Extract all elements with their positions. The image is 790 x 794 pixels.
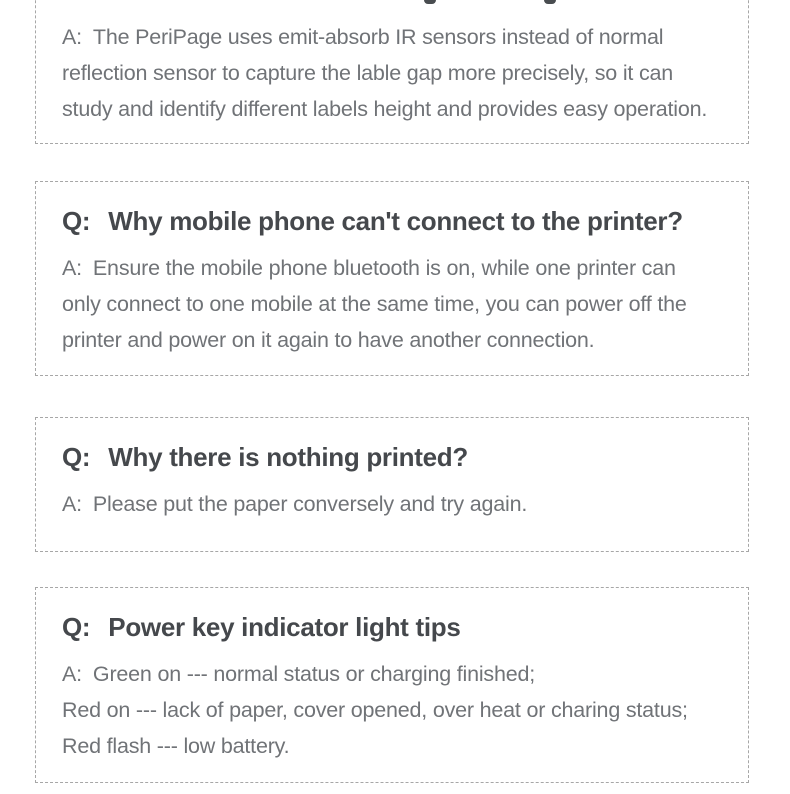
question-row (62, 440, 722, 474)
answer-prefix: A: (62, 25, 82, 49)
answer-text: Ensure the mobile phone bluetooth is on, while one printer can (92, 256, 676, 280)
question-row (62, 610, 722, 644)
answer-prefix: A: (62, 492, 82, 516)
answer-line: Red on --- lack of paper, cover opened, over heat or charing status; (62, 698, 688, 722)
clipped-question-line (62, 0, 722, 7)
answer-line: reflection sensor to capture the lable gap more precisely, so it can (62, 61, 674, 85)
answer-text: The PeriPage uses emit-absorb IR sensors instead of normal (92, 25, 664, 49)
question-prefix: Q: (62, 442, 91, 472)
answer-line (62, 19, 722, 55)
answer-line: only connect to one mobile at the same time, you can power off the (62, 292, 687, 316)
faq-card-ir-sensor (35, 0, 749, 144)
answer-prefix: A: (62, 662, 82, 686)
answer-line (62, 486, 722, 522)
answer-line: Red flash --- low battery. (62, 734, 290, 758)
answer-line: study and identify different labels height and provides easy operation. (62, 97, 708, 121)
faq-card-nothing-printed (35, 417, 749, 552)
faq-card-power-key-indicator (35, 587, 749, 783)
question-text: Why there is nothing printed? (108, 442, 468, 472)
answer-text: Green on --- normal status or charging finished; (92, 662, 536, 686)
faq-card-phone-cant-connect (35, 181, 749, 376)
answer-line: printer and power on it again to have another connection. (62, 328, 595, 352)
question-prefix: Q: (62, 612, 91, 642)
question-text: Why mobile phone can't connect to the printer? (108, 206, 683, 236)
answer-text: Please put the paper conversely and try again. (92, 492, 528, 516)
question-prefix: Q: (62, 206, 91, 236)
question-text: Power key indicator light tips (108, 612, 461, 642)
answer-line (62, 250, 722, 286)
question-row (62, 204, 722, 238)
answer-prefix: A: (62, 256, 82, 280)
answer-line (62, 656, 722, 692)
